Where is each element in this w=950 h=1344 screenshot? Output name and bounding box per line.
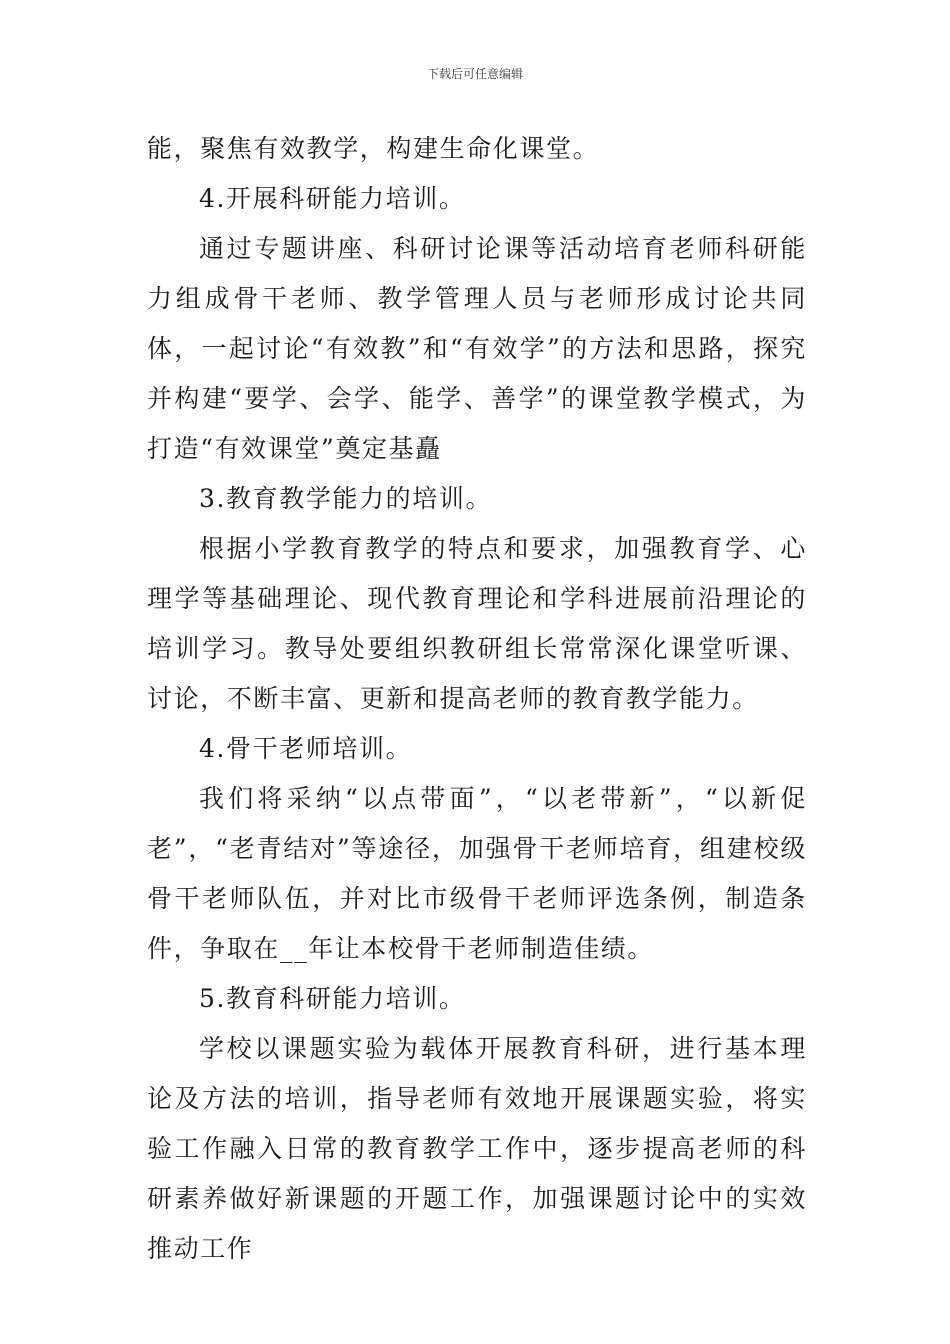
page-header-note: 下载后可任意编辑 xyxy=(426,67,523,81)
section-heading-research-training: 4.开展科研能力培训。 xyxy=(199,184,466,213)
paragraph-teaching-ability: 根据小学教育教学的特点和要求，加强教育学、心理学等基础理论、现代教育理论和学科进展前沿理论的培训学习。教导处要组织教研组长常常深化课堂听课、讨论，不断丰富、更新和提高老师的教育教学能力。 xyxy=(147,534,807,713)
section-heading-teaching-ability: 3.教育教学能力的培训。 xyxy=(199,484,493,513)
document-body xyxy=(147,124,807,1274)
paragraph-education-research: 学校以课题实验为载体开展教育科研，进行基本理论及方法的培训，指导老师有效地开展课题实验，将实验工作融入日常的教育教学工作中，逐步提高老师的科研素养做好新课题的开题工作，加强课题讨论中的实效推动工作 xyxy=(147,1034,807,1263)
section-heading-backbone-teacher: 4.骨干老师培训。 xyxy=(199,734,413,763)
paragraph-research-training: 通过专题讲座、科研讨论课等活动培育老师科研能力组成骨干老师、教学管理人员与老师形成讨论共同体，一起讨论“有效教”和“有效学”的方法和思路，探究并构建“要学、会学、能学、善学”的课堂教学模式，为打造“有效课堂”奠定基矗 xyxy=(147,234,807,463)
paragraph-backbone-teacher: 我们将采纳“以点带面”，“以老带新”，“以新促老”，“老青结对”等途径，加强骨干老师培育，组建校级骨干老师队伍，并对比市级骨干老师评选条例，制造条件，争取在__年让本校骨干老师制造佳绩。 xyxy=(147,784,807,963)
paragraph-continuation: 能，聚焦有效教学，构建生命化课堂。 xyxy=(147,134,600,163)
section-heading-education-research: 5.教育科研能力培训。 xyxy=(199,984,466,1013)
